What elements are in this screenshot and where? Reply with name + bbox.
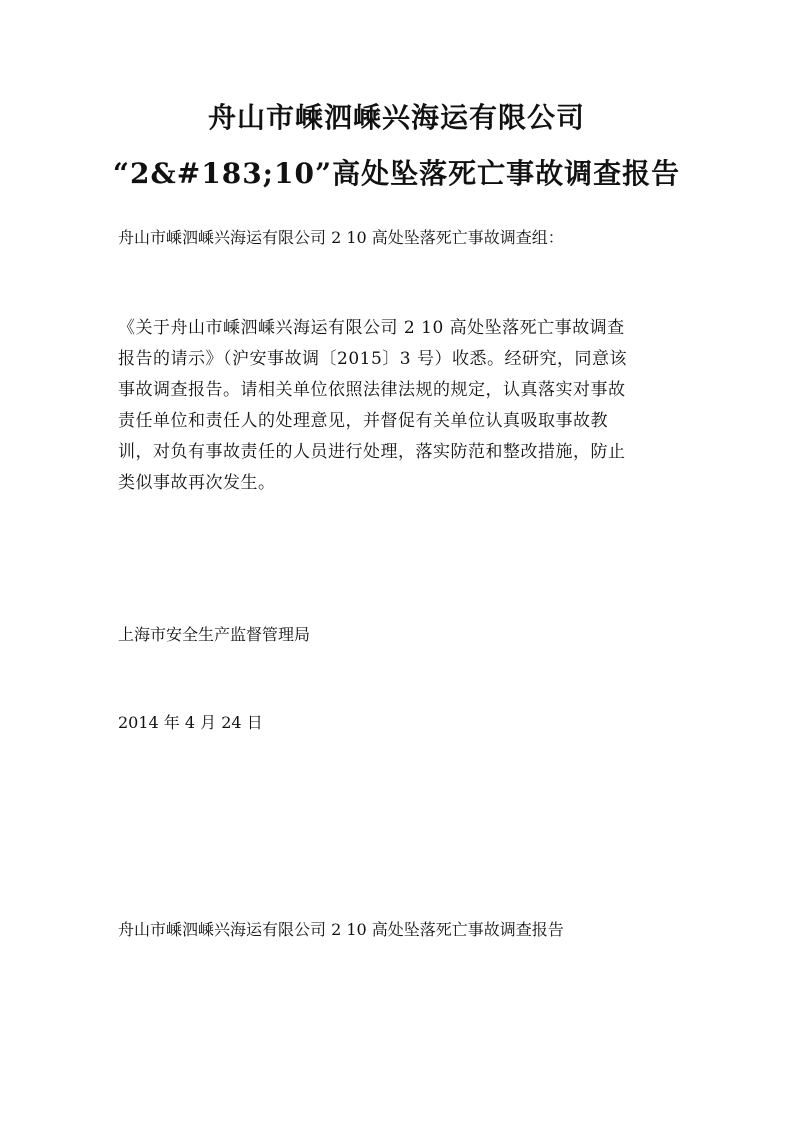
signing-date: 2014 年 4 月 24 日	[118, 713, 263, 732]
addressee-line: 舟山市嵊泗嵊兴海运有限公司 2 10 高处坠落死亡事故调查组：	[118, 228, 564, 247]
body-paragraph	[118, 313, 684, 499]
body-line: 责任单位和责任人的处理意见，并督促有关单位认真吸取事故教	[118, 411, 608, 431]
body-line: 《关于舟山市嵊泗嵊兴海运有限公司 2 10 高处坠落死亡事故调查	[118, 318, 625, 338]
document-title-line-1: 舟山市嵊泗嵊兴海运有限公司	[207, 101, 585, 134]
document-title-line-2: “2&#183;10”高处坠落死亡事故调查报告	[112, 157, 681, 190]
body-line: 事故调查报告。请相关单位依照法律法规的规定，认真落实对事故	[118, 380, 626, 400]
signer-name: 上海市安全生产监督管理局	[118, 625, 311, 644]
body-line: 报告的请示》（沪安事故调〔2015〕3 号）收悉。经研究，同意该	[118, 349, 627, 369]
body-line: 类似事故再次发生。	[118, 473, 276, 493]
body-line: 训，对负有事故责任的人员进行处理，落实防范和整改措施，防止	[118, 442, 626, 462]
footer-title: 舟山市嵊泗嵊兴海运有限公司 2 10 高处坠落死亡事故调查报告	[118, 920, 564, 939]
